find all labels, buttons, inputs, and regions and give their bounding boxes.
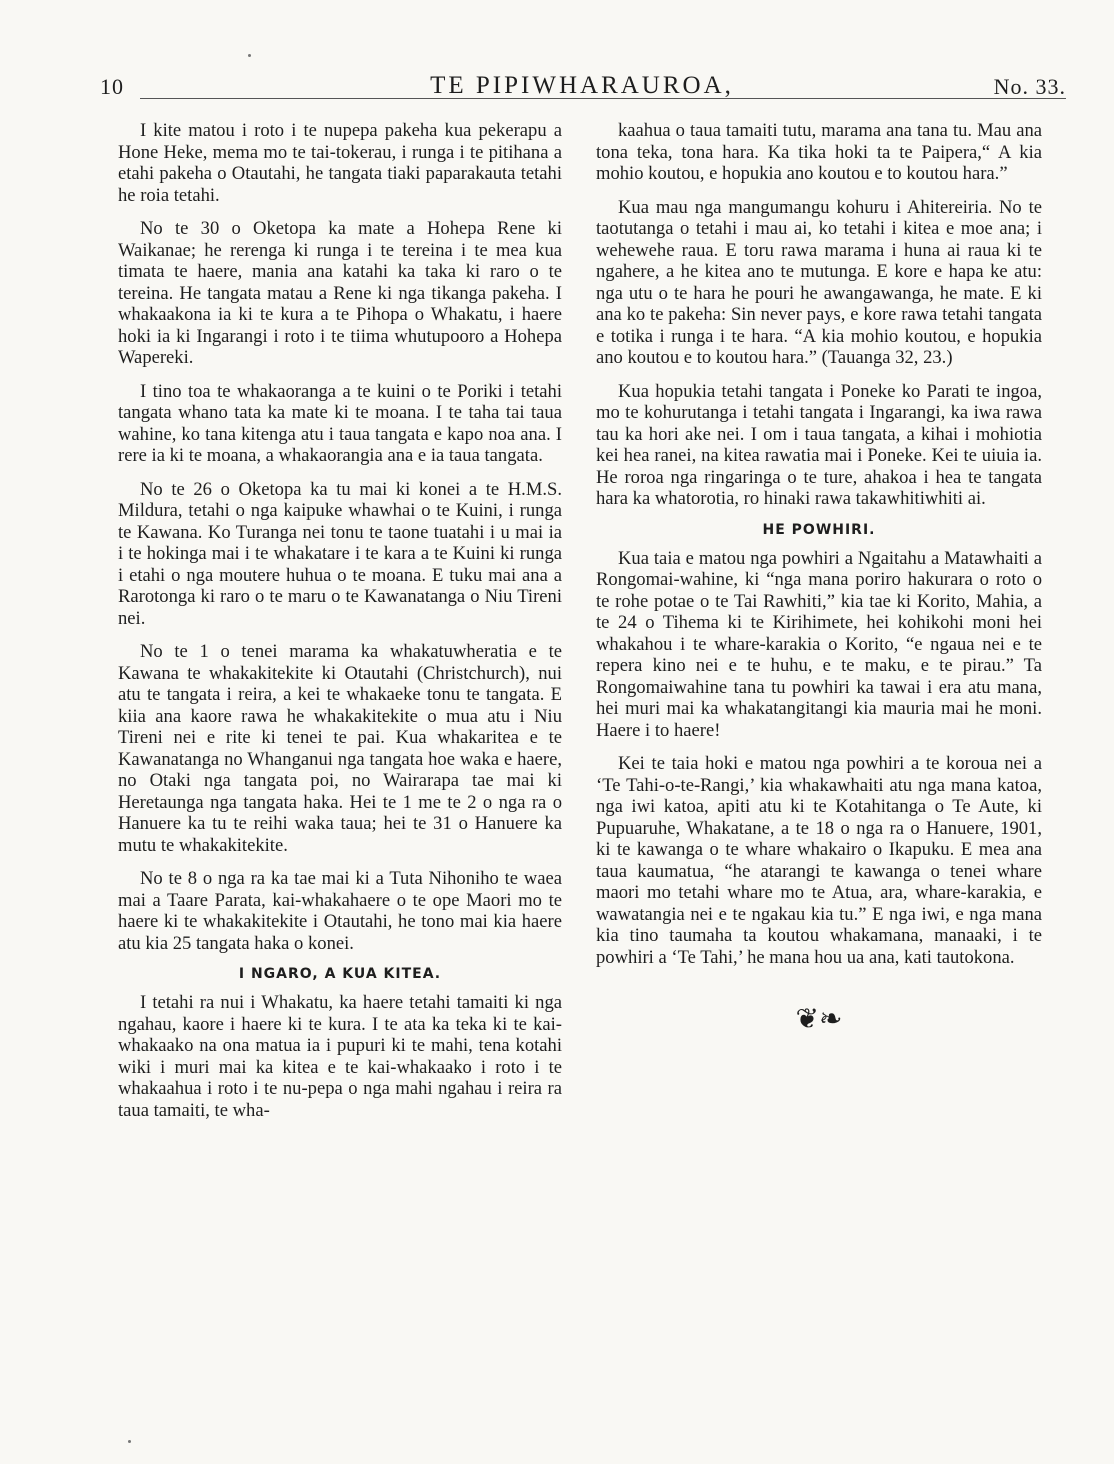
issue-number: No. 33. <box>993 74 1066 99</box>
publication-title: TE PIPIWHARAUROA, <box>430 72 734 99</box>
article-paragraph: No te 26 o Oketopa ka tu mai ki konei a te H.M.S. Mildura, tetahi o nga kaipuke whawhai o te Kuini, i runga te Kawana. Ko Turanga nei tonu te taone tuatahi i u mai ia i te hokinga mai i te whakatare i te kara a te Kuini ki runga i etahi o nga moutere huhua o te moana. E tuku mai ana a Rarotonga ki raro o te maru o te Kawanatanga o Niu Tireni nei. <box>118 478 562 629</box>
right-column <box>596 120 1042 1034</box>
header-rule <box>140 98 1066 99</box>
section-heading: I NGARO, A KUA KITEA. <box>238 966 442 982</box>
page-number: 10 <box>100 74 124 99</box>
article-paragraph: I kite matou i roto i te nupepa pakeha kua pekerapu a Hone Heke, mema mo te tai-tokerau, i runga i te pitihana a etahi pakeha o Otautahi, he tangata tiaki paparakauta tetahi he roia tetahi. <box>118 120 562 206</box>
article-paragraph: I tino toa te whakaoranga a te kuini o te Poriki i tetahi tangata whano tata ka mate ki te moana. I te taha tai taua wahine, ko tana kitenga atu i taua tangata e kapo noa ana. I rere ia ki te moana, a whakaorangia ana e ia taua tangata. <box>118 380 562 466</box>
page-speck <box>128 1440 131 1443</box>
article-paragraph: No te 8 o nga ra ka tae mai ki a Tuta Nihoniho te waea mai a Taare Parata, kai-whakahaere o te ope Maori mo te haere ki te whakakitekite i Otautahi, he tono mai kia haere atu kia 25 tangata haka o konei. <box>118 868 562 954</box>
article-paragraph: Kua mau nga mangumangu kohuru i Ahitereiria. No te taotutanga o tetahi i mau ai, ko tetahi i kitea e moe ana; i wehewehe raua. E toru rawa marama i huna ai raua ki te ngahere, a he kitea ano te mutunga. E kore e hapa ke atu: nga utu o te hara he pouri he awangawanga, he mate. E ki ana ko te pakeha: Sin never pays, e kore rawa tetahi tangata e totika i runga i te hara. “A kia mohio koutou, e hopukia ano koutou e to koutou hara.” (Tauanga 32, 23.) <box>596 196 1042 368</box>
article-paragraph: No te 1 o tenei marama ka whakatuwheratia e te Kawana te whakakitekite ki Otautahi (Christchurch), nui atu te tangata i reira, a kei te whakaeke tonu te tangata. E kiia ana kaore rawa he whakakitekite o mua atu i Niu Tireni nei e rite ki tenei te pai. Kua whakaritea e te Kawanatanga no Whanganui nga tangata hoe waka e haere, no Otaki nga tangata poi, no Wairarapa tae mai ki Heretaunga nga tangata haka. Hei te 1 me te 2 o nga ra o Hanuere ka tu te reihi waka taua; hei te 31 o Hanuere ka mutu te whakakitekite. <box>118 641 562 856</box>
page-header <box>98 70 1066 104</box>
ornament-icon: ❦❧ <box>795 1004 843 1035</box>
left-column <box>118 120 562 1133</box>
article-paragraph: Kua taia e matou nga powhiri a Ngaitahu a Matawhaiti a Rongomai-wahine, ki “nga mana poriro hakurara o roto o te rohe potae o te Tai Rawhiti,” kia tae ki Korito, Mahia, a te 24 o Tihema ki te Kirihimete, hei kohikohi moni hei whakahou i te whare-karakia o Korito, “e ngaua nei e te repera kino nei e te huhu, e te maku, e te pirau.” Ta Rongomaiwahine tana tu powhiri ka tawai i era atu mana, hei muri mai ka whakatangitangi kia mauria mai he moni. Haere i to haere! <box>596 547 1042 741</box>
article-paragraph: I tetahi ra nui i Whakatu, ka haere tetahi tamaiti ki nga ngahau, kaore i haere ki te kura. I te ata ka teka ki te kai-whakaako na ona matua ia i pupuri ki te mahi, tena kotahi wiki i muri mai ka kitea e te kai-whakaako i roto i te whakaahua i roto i te nu-pepa o nga mahi ngahau i reira ra taua tamaiti, te wha- <box>118 992 562 1121</box>
section-heading: HE POWHIRI. <box>762 521 876 538</box>
article-paragraph: No te 30 o Oketopa ka mate a Hohepa Rene ki Waikanae; he rerenga ki runga i te tereina i te mea kua timata te haere, mania ana katahi ka taka ki raro o te tereina. He tangata matau a Rene ki nga tikanga pakeha. I whakaakona ia ki te kura a te Pihopa o Whakatu, i haere hoki ia ki Ingarangi i roto i te tiima whutupooro a Hohepa Wapereki. <box>118 218 562 368</box>
article-paragraph: Kei te taia hoki e matou nga powhiri a te koroua nei a ‘Te Tahi-o-te-Rangi,’ kia whakawhaiti atu nga mana katoa, nga iwi katoa, apiti atu ki te Kotahitanga o Te Aute, ki Pupuaruhe, Whakatane, a te 18 o nga ra o Hanuere, 1901, ki te kawanga o te whare whakairo o Ikapuku. E mea ana taua kaumatua, “he atarangi te kawanga o tenei whare maori mo tetahi whare mo te Atua, ara, whare-karakia, e wawatangia nei e te ngakau kia tu.” E nga iwi, e nga mana kia tino taumaha ta koutou whakamana, manaaki, i te powhiri a ‘Te Tahi,’ he mana hou ua ana, kati tautokona. <box>596 753 1042 968</box>
article-paragraph: kaahua o taua tamaiti tutu, marama ana tana tu. Mau ana tona teka, tona hara. Ka tika hoki ta te Paipera,“ A kia mohio koutou, e hopukia ano koutou e to koutou hara.” <box>596 120 1042 184</box>
article-paragraph: Kua hopukia tetahi tangata i Poneke ko Parati te ingoa, mo te kohurutanga i tetahi tangata i Ingarangi, ka iwa rawa tau ka hori ake nei. I om i taua tangata, a kihai i mohiotia kei hea ranei, na kitea rawatia mai i Poneke. Kei te uiuia ia. He roroa nga ringaringa o te ture, ahakoa i hea te tangata hara ka whatorotia, ro hinaki rawa takawhitiwhiti ai. <box>596 380 1042 509</box>
page-speck <box>248 54 251 57</box>
